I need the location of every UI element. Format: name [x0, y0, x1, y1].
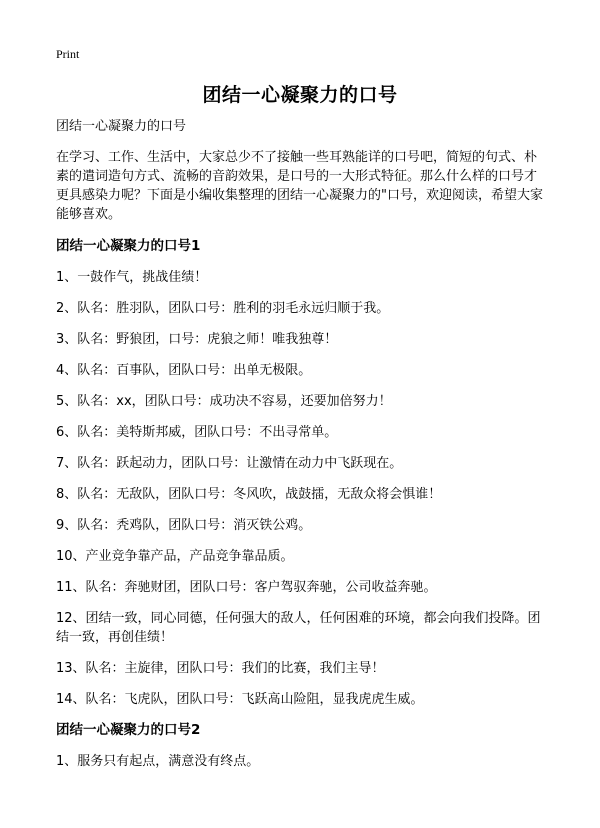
list-item: 1、服务只有起点，满意没有终点。 [56, 754, 260, 769]
document-body [56, 118, 546, 783]
list-item: 14、队名：飞虎队，团队口号：飞跃高山险阻，显我虎虎生威。 [56, 692, 424, 707]
list-item: 3、队名：野狼团，口号：虎狼之师！唯我独尊！ [56, 332, 338, 347]
intro-paragraph: 在学习、工作、生活中，大家总少不了接触一些耳熟能详的口号吧，简短的句式、朴素的遣词造句方式、流畅的音韵效果，是口号的一大形式特征。那么什么样的口号才更具感染力呢？下面是小编收集整理的团结一心凝聚力的"口号，欢迎阅读，希望大家能够喜欢。 [56, 150, 543, 222]
list-item: 8、队名：无敌队，团队口号：冬风吹，战鼓擂，无敌众将会惧谁！ [56, 487, 442, 502]
section-2 [56, 721, 546, 771]
list-item: 7、队名：跃起动力，团队口号：让激情在动力中飞跃现在。 [56, 456, 403, 471]
section-heading: 团结一心凝聚力的口号1 [56, 238, 201, 254]
document-subtitle: 团结一心凝聚力的口号 [56, 119, 187, 134]
list-item: 4、队名：百事队，团队口号：出单无极限。 [56, 363, 312, 378]
list-item: 13、队名：主旋律，团队口号：我们的比赛，我们主导！ [56, 661, 385, 676]
list-item: 6、队名：美特斯邦威，团队口号：不出寻常单。 [56, 425, 338, 440]
list-item: 12、团结一致，同心同德，任何强大的敌人，任何困难的环境，都会向我们投降。团结一致，再创佳绩！ [56, 611, 541, 645]
page-title: 团结一心凝聚力的口号 [202, 84, 398, 106]
section-heading: 团结一心凝聚力的口号2 [56, 722, 201, 738]
list-item: 5、队名：xx，团队口号：成功决不容易，还要加倍努力！ [56, 394, 392, 409]
print-link[interactable]: Print [56, 47, 80, 61]
list-item: 2、队名：胜羽队，团队口号：胜利的羽毛永远归顺于我。 [56, 301, 390, 316]
list-item: 9、队名：秃鸡队，团队口号：消灭铁公鸡。 [56, 518, 312, 533]
section-1 [56, 237, 546, 709]
list-item: 1、一鼓作气，挑战佳绩！ [56, 270, 208, 285]
list-item: 10、产业竞争靠产品，产品竞争靠品质。 [56, 549, 294, 564]
list-item: 11、队名：奔驰财团，团队口号：客户驾驭奔驰，公司收益奔驰。 [56, 580, 437, 595]
